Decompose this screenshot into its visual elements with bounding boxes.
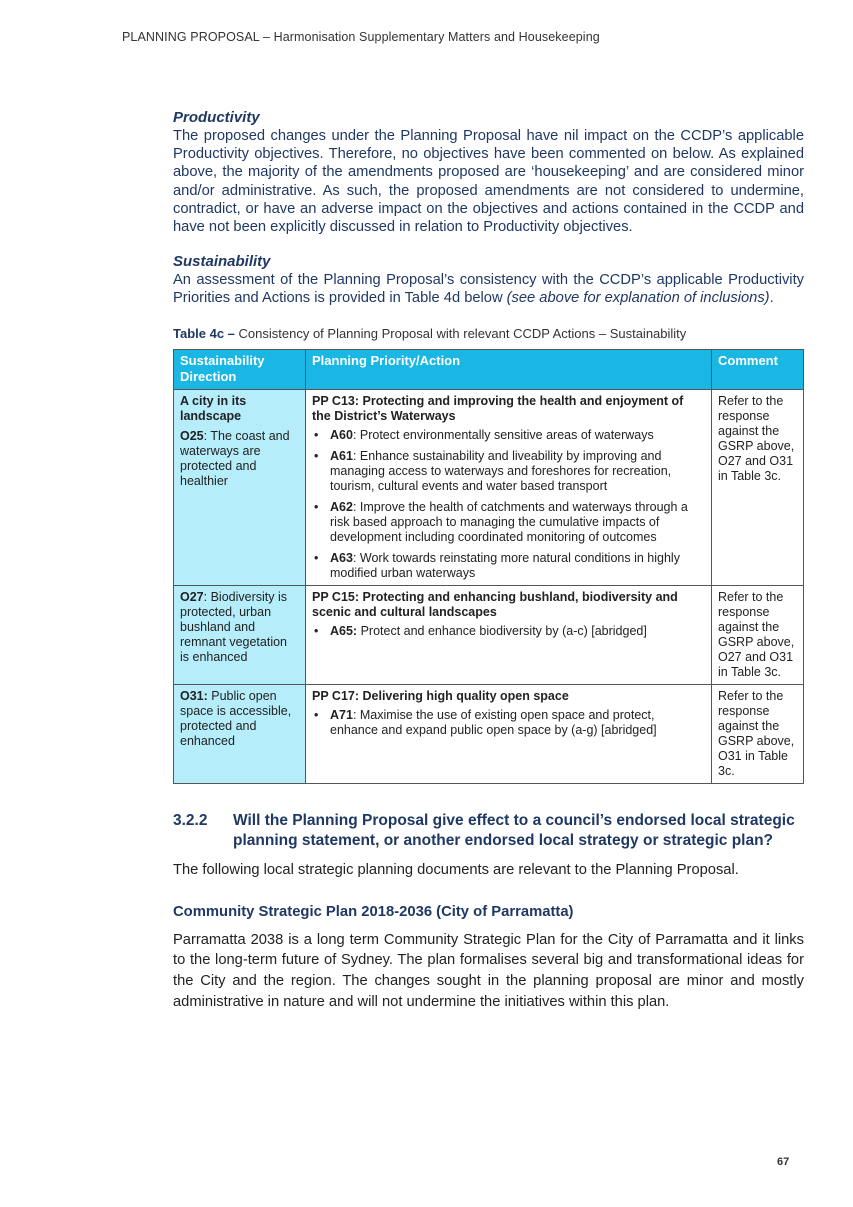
page-content bbox=[173, 109, 804, 1013]
productivity-paragraph: The proposed changes under the Planning Proposal have nil impact on the CCDP’s applicable Productivity objectives. Therefore, no objectives have been commented on below. As explained above, the majority of the amendments proposed are ‘housekeeping’ and are considered minor and/or administrative. As such, the proposed amendments are not considered to undermine, contradict, or have an adverse impact on the objectives and actions contained in the CCDP and have not been explicitly discussed in relation to Productivity objectives. bbox=[173, 128, 804, 236]
objective-code: O25 bbox=[180, 428, 204, 443]
priority-title: PP C17: Delivering high quality open space bbox=[312, 688, 569, 703]
consistency-table bbox=[173, 349, 804, 784]
objective bbox=[180, 689, 299, 749]
csp-heading: Community Strategic Plan 2018-2036 (City of Parramatta) bbox=[173, 903, 574, 920]
objective bbox=[180, 429, 299, 489]
list-item bbox=[326, 551, 705, 581]
objective-text: : Biodiversity is protected, urban bushland and remnant vegetation is enhanced bbox=[180, 589, 288, 664]
objective-code: O31: bbox=[180, 688, 208, 703]
priority-cell bbox=[306, 389, 712, 585]
comment-cell: Refer to the response against the GSRP above, O31 in Table 3c. bbox=[712, 684, 804, 783]
header-comment: Comment bbox=[712, 349, 804, 389]
action-code: A71 bbox=[330, 707, 353, 722]
table-row bbox=[174, 389, 804, 585]
list-item bbox=[326, 624, 705, 639]
action-code: A61 bbox=[330, 448, 353, 463]
action-list bbox=[312, 708, 705, 738]
table-header-row bbox=[174, 349, 804, 389]
objective-code: O27 bbox=[180, 589, 204, 604]
action-code: A65: bbox=[330, 623, 358, 638]
direction-cell bbox=[174, 389, 306, 585]
table-caption bbox=[173, 326, 804, 341]
list-item bbox=[326, 449, 705, 494]
page-number: 67 bbox=[777, 1156, 790, 1168]
sustainability-text: An assessment of the Planning Proposal’s consistency with the CCDP’s applicable Productivity Priorities and Actions is provided in Table 4d below bbox=[173, 272, 804, 307]
action-code: A63 bbox=[330, 550, 353, 565]
list-item bbox=[326, 708, 705, 738]
table-row bbox=[174, 585, 804, 684]
action-text: : Improve the health of catchments and waterways through a risk based approach to managing the cumulative impacts of development including coordinated monitoring of outcomes bbox=[330, 499, 688, 544]
objective bbox=[180, 590, 299, 665]
sustainability-heading: Sustainability bbox=[173, 253, 271, 271]
priority-title: PP C13: Protecting and improving the health and enjoyment of the District’s Waterways bbox=[312, 393, 684, 423]
sustainability-text-end: . bbox=[769, 290, 774, 307]
running-header: PLANNING PROPOSAL – Harmonisation Supplementary Matters and Housekeeping bbox=[122, 30, 600, 44]
priority-cell bbox=[306, 585, 712, 684]
csp-paragraph: Parramatta 2038 is a long term Community Strategic Plan for the City of Parramatta and it links to the long-term future of Sydney. The plan formalises several big and transformational ideas for the City and the region. The changes sought in the planning proposal are minor and mostly administrative in nature and will not undermine the initiatives within this plan. bbox=[173, 931, 804, 1011]
table-row bbox=[174, 684, 804, 783]
header-sustainability-direction: Sustainability Direction bbox=[174, 349, 306, 389]
direction-title: A city in its landscape bbox=[180, 393, 247, 423]
objective-text: : The coast and waterways are protected and healthier bbox=[180, 428, 290, 488]
action-code: A60 bbox=[330, 427, 353, 442]
action-code: A62 bbox=[330, 499, 353, 514]
action-text: : Work towards reinstating more natural conditions in highly modified urban waterways bbox=[330, 550, 680, 580]
action-text: : Enhance sustainability and liveability by improving and managing access to waterways and foreshores for recreation, tourism, cultural events and water based transport bbox=[330, 448, 672, 493]
comment-cell: Refer to the response against the GSRP above, O27 and O31 in Table 3c. bbox=[712, 585, 804, 684]
action-list bbox=[312, 624, 705, 639]
comment-cell: Refer to the response against the GSRP above, O27 and O31 in Table 3c. bbox=[712, 389, 804, 585]
priority-cell bbox=[306, 684, 712, 783]
header-planning-priority: Planning Priority/Action bbox=[306, 349, 712, 389]
action-text: : Protect environmentally sensitive areas of waterways bbox=[352, 427, 654, 442]
sustainability-paragraph bbox=[173, 271, 804, 307]
list-item bbox=[326, 500, 705, 545]
table-caption-label: Table 4c – bbox=[173, 325, 235, 341]
table-caption-text: Consistency of Planning Proposal with relevant CCDP Actions – Sustainability bbox=[234, 325, 687, 341]
section-title: Will the Planning Proposal give effect to a council’s endorsed local strategic planning statement, or another endorsed local strategy or strategic plan? bbox=[233, 811, 795, 849]
direction-cell bbox=[174, 684, 306, 783]
action-text: : Maximise the use of existing open space and protect, enhance and expand public open space by (a-g) [abridged] bbox=[330, 707, 657, 737]
productivity-heading: Productivity bbox=[173, 109, 260, 126]
section-number: 3.2.2 bbox=[173, 811, 208, 829]
sustainability-italic-note: (see above for explanation of inclusions) bbox=[506, 290, 770, 307]
direction-cell bbox=[174, 585, 306, 684]
section-heading-3-2-2 bbox=[173, 811, 804, 851]
action-list bbox=[312, 428, 705, 581]
action-text: Protect and enhance biodiversity by (a-c) [abridged] bbox=[357, 623, 647, 638]
list-item bbox=[326, 428, 705, 443]
priority-title: PP C15: Protecting and enhancing bushland, biodiversity and scenic and cultural landscapes bbox=[312, 589, 678, 619]
objective-text: Public open space is accessible, protected and enhanced bbox=[180, 688, 292, 748]
section-3-2-2-paragraph: The following local strategic planning documents are relevant to the Planning Proposal. bbox=[173, 861, 739, 878]
